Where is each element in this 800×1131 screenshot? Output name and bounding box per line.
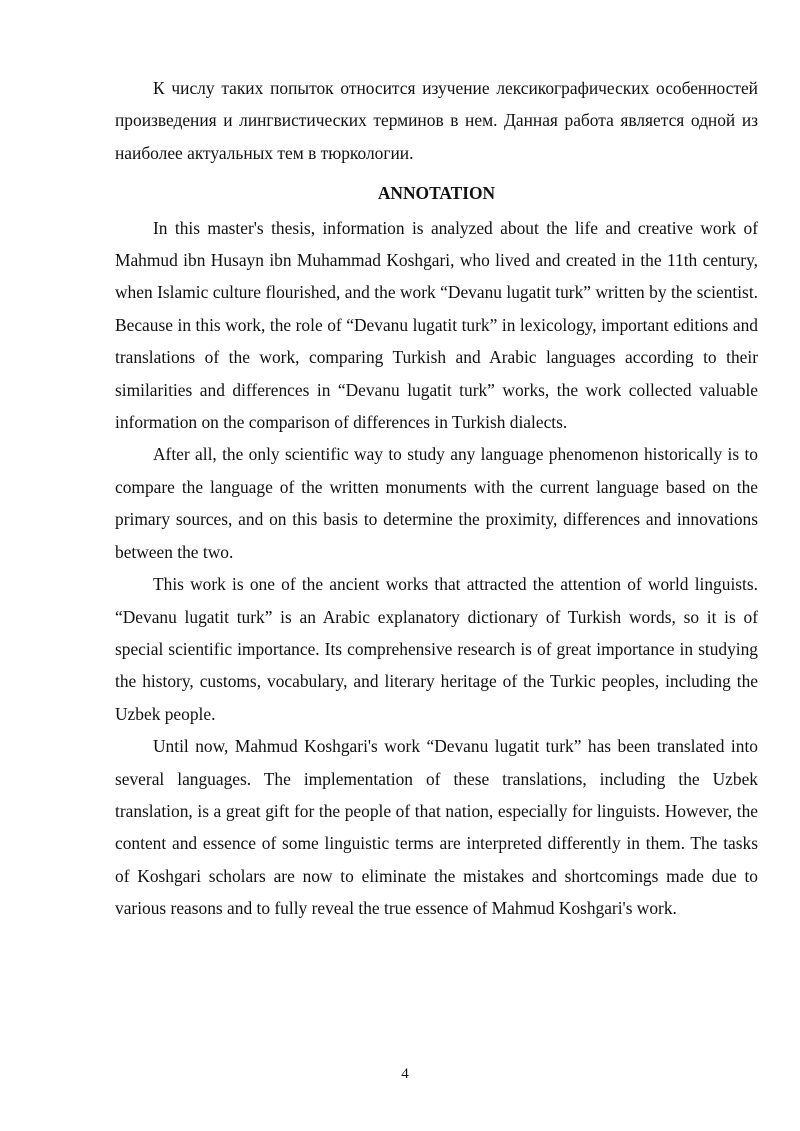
- intro-paragraph: К числу таких попыток относится изучение лексикографических особенностей произведения и лингвистических терминов в нем. Данная работа является одной из наиболее актуальных тем в тюркологии.: [115, 78, 758, 163]
- annotation-paragraph-3: This work is one of the ancient works that attracted the attention of world linguists. “Devanu lugatit turk” is an Arabic explanatory dictionary of Turkish words, so it is of special scientific importance. Its comprehensive research is of great importance in studying the history, customs, vocabulary, and literary heritage of the Turkic peoples, including the Uzbek people.: [115, 574, 758, 724]
- annotation-paragraph-2: After all, the only scientific way to study any language phenomenon historically is to compare the language of the written monuments with the current language based on the primary sources, and on this basis to determine the proximity, differences and innovations between the two.: [115, 444, 758, 562]
- annotation-paragraph-1: In this master's thesis, information is analyzed about the life and creative work of Mahmud ibn Husayn ibn Muhammad Koshgari, who lived and created in the 11th century, when Islamic culture flourished, and the work “Devanu lugatit turk” written by the scientist. Because in this work, the role of “Devanu lugatit turk” in lexicology, important editions and translations of the work, comparing Turkish and Arabic languages according to their similarities and differences in “Devanu lugatit turk” works, the work collected valuable information on the comparison of differences in Turkish dialects.: [115, 217, 758, 433]
- document-page: [115, 72, 758, 925]
- page-number: 4: [401, 1066, 409, 1082]
- annotation-paragraph-4: Until now, Mahmud Koshgari's work “Devanu lugatit turk” has been translated into several languages. The implementation of these translations, including the Uzbek translation, is a great gift for the people of that nation, especially for linguists. However, the content and essence of some linguistic terms are interpreted differently in them. The tasks of Koshgari scholars are now to eliminate the mistakes and shortcomings made due to various reasons and to fully reveal the true essence of Mahmud Koshgari's work.: [115, 736, 758, 919]
- annotation-heading: ANNOTATION: [377, 183, 496, 204]
